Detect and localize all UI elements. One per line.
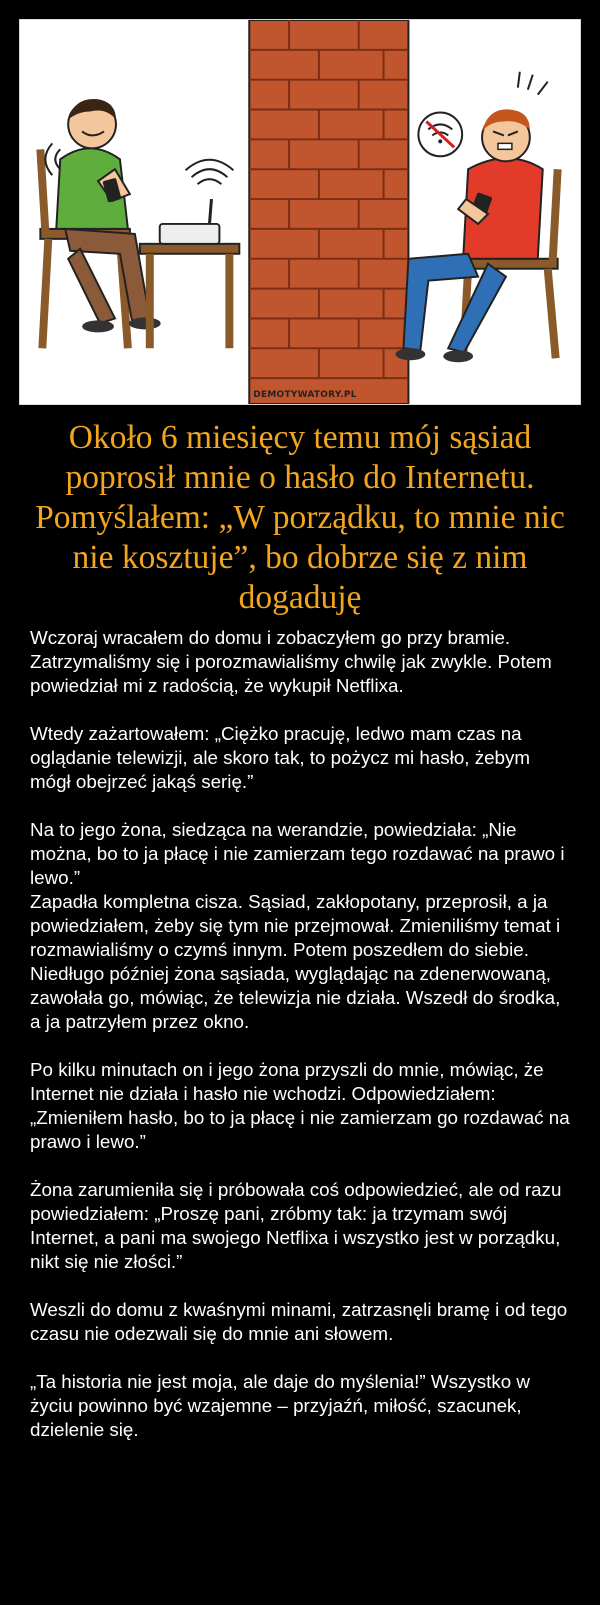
cartoon-illustration (19, 19, 581, 405)
post-title: Około 6 miesięcy temu mój sąsiad poprosił mnie o hasło do Internetu. Pomyślałem: „W porządku, to mnie nic nie kosztuje”, bo dobrze się z nim dogaduję (35, 419, 565, 616)
story-paragraph-8: Weszli do domu z kwaśnymi minami, zatrzasnęli bramę i od tego czasu nie odezwali się do mnie ani słowem. (30, 1299, 568, 1344)
story-paragraph-1: Wczoraj wracałem do domu i zobaczyłem go przy bramie. Zatrzymaliśmy się i porozmawialiśmy chwilę jak zwykle. Potem powiedział mi z radością, że wykupił Netflixa. (30, 627, 552, 696)
story-body (30, 626, 575, 1442)
watermark-text: DEMOTYWATORY.PL (253, 390, 357, 401)
story-paragraph-6: Po kilku minutach on i jego żona przyszli do mnie, mówiąc, że Internet nie działa i hasło nie wchodzi. Odpowiedziałem: „Zmieniłem hasło, bo to ja płacę i nie zamierzam go rozdawać na prawo i lewo.” (30, 1059, 570, 1152)
story-paragraph-3: Na to jego żona, siedząca na werandzie, powiedziała: „Nie można, bo to ja płacę i nie zamierzam tego rozdawać na prawo i lewo.” (30, 819, 565, 888)
story-paragraph-4: Zapadła kompletna cisza. Sąsiad, zakłopotany, przeprosił, a ja powiedziałem, żeby się tym nie przejmował. Zmieniliśmy temat i rozmawialiśmy o czymś innym. Potem poszedłem do siebie. (30, 891, 561, 960)
story-paragraph-7: Żona zarumieniła się i próbowała coś odpowiedzieć, ale od razu powiedziałem: „Proszę pani, zróbmy tak: ja trzymam swój Internet, a pani ma swojego Netflixa i wszystko jest w porządku, nikt się nie złości.” (30, 1179, 562, 1272)
story-paragraph-5: Niedługo później żona sąsiada, wyglądając na zdenerwowaną, zawołała go, mówiąc, że telewizja nie działa. Wszedł do środka, a ja patrzyłem przez okno. (30, 963, 561, 1032)
story-paragraph-2: Wtedy zażartowałem: „Ciężko pracuję, ledwo mam czas na oglądanie telewizji, ale skoro tak, to pożycz mi hasło, żebym mógł obejrzeć jakąś serię.” (30, 723, 531, 792)
brick-wall (249, 20, 408, 404)
story-paragraph-9: „Ta historia nie jest moja, ale daje do myślenia!” Wszystko w życiu powinno być wzajemne – przyjaźń, miłość, szacunek, dzielenie się. (30, 1371, 530, 1440)
